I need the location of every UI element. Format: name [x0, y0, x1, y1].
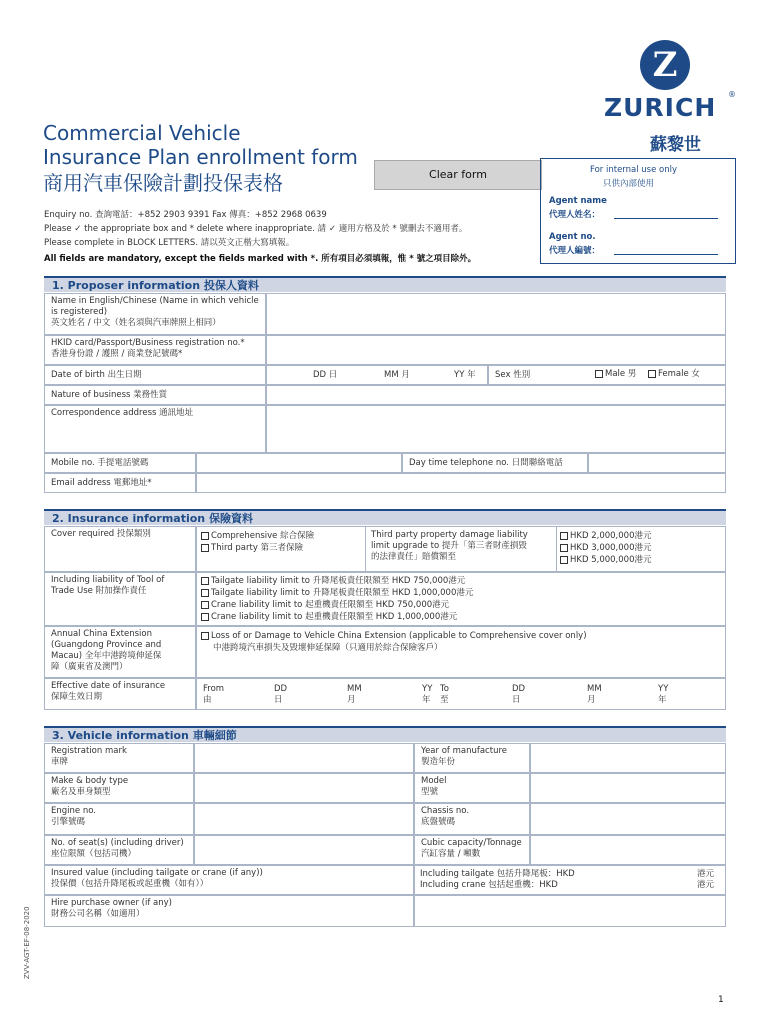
- crane-1m-checkbox[interactable]: [201, 613, 209, 621]
- zurich-logo-icon: Z: [640, 40, 690, 90]
- address-input[interactable]: [266, 405, 726, 453]
- seats-label: No. of seat(s) (including driver) 座位限額（包括司機）: [44, 835, 194, 865]
- to-mm: MM 月: [587, 684, 602, 705]
- hkid-label: HKID card/Passport/Business registration no.* 香港身份證 / 護照 / 商業登記號碼*: [44, 335, 266, 365]
- email-input[interactable]: [196, 473, 726, 493]
- china-extension-option[interactable]: Loss of or Damage to Vehicle China Extension (applicable to Comprehensive cover only): [201, 631, 587, 642]
- internal-heading: For internal use only: [590, 165, 678, 175]
- hkid-input[interactable]: [266, 335, 726, 365]
- hkd-3m-checkbox[interactable]: [560, 544, 568, 552]
- hkd-5m-option[interactable]: HKD 5,000,000港元: [560, 555, 651, 566]
- hkd-2m-checkbox[interactable]: [560, 532, 568, 540]
- registered-mark: ®: [728, 90, 736, 99]
- year-input[interactable]: [530, 743, 726, 773]
- address-label: Correspondence address 通訊地址: [44, 405, 266, 453]
- tppd-label-l1: Third party property damage liability: [371, 530, 528, 540]
- registration-label: Registration mark 車牌: [44, 743, 194, 773]
- daytime-label: Day time telephone no. 日間聯絡電話: [402, 453, 588, 473]
- hire-purchase-input[interactable]: [414, 895, 726, 927]
- agent-name-field[interactable]: [614, 208, 718, 219]
- cubic-label: Cubic capacity/Tonnage 汽缸容量 / 噸數: [414, 835, 530, 865]
- tool-trade-label: Including liability of Tool of Trade Use 附加操作責任: [44, 572, 196, 626]
- china-extension-zh: 中港跨境汽車損失及毀壞伸延保障（只適用於綜合保險客戶）: [213, 643, 443, 653]
- registration-input[interactable]: [194, 743, 414, 773]
- insured-value-label: Insured value (including tailgate or crane (if any)) 投保價（包括升降尾板或起重機（如有））: [44, 865, 414, 895]
- block-letters-note: Please complete in BLOCK LETTERS. 請以英文正楷大寫填報。: [44, 238, 295, 248]
- male-option[interactable]: Male 男: [595, 369, 636, 380]
- daytime-input[interactable]: [588, 453, 726, 473]
- third-party-checkbox[interactable]: [201, 544, 209, 552]
- female-option[interactable]: Female 女: [648, 369, 700, 380]
- year-label: Year of manufacture 製造年份: [414, 743, 530, 773]
- china-extension-checkbox[interactable]: [201, 632, 209, 640]
- page-title-zh: 商用汽車保險計劃投保表格: [43, 171, 283, 195]
- dob-yy: YY 年: [454, 370, 476, 380]
- model-label: Model 型號: [414, 773, 530, 803]
- agent-no-field[interactable]: [614, 244, 718, 255]
- agent-name-label: Agent name: [549, 196, 607, 206]
- dob-label: Date of birth 出生日期: [44, 365, 266, 385]
- tailgate-750k-checkbox[interactable]: [201, 577, 209, 585]
- cubic-input[interactable]: [530, 835, 726, 865]
- sex-label: Sex 性別: [495, 370, 531, 380]
- tailgate-750k-option[interactable]: Tailgate liability limit to 升降尾板責任限額至 HKD 750,000港元: [201, 576, 465, 587]
- comprehensive-checkbox[interactable]: [201, 532, 209, 540]
- chassis-input[interactable]: [530, 803, 726, 835]
- mobile-input[interactable]: [196, 453, 402, 473]
- crane-1m-option[interactable]: Crane liability limit to 起重機責任限額至 HKD 1,000,000港元: [201, 612, 457, 623]
- tppd-label-l3: 的法律責任」賠償額至: [371, 552, 457, 562]
- dob-dd: DD 日: [313, 370, 338, 380]
- brand-name: ZURICH: [604, 93, 717, 122]
- engine-label: Engine no. 引擎號碼: [44, 803, 194, 835]
- from-mm: MM 月: [347, 684, 362, 705]
- male-checkbox[interactable]: [595, 370, 603, 378]
- tick-note: Please ✓ the appropriate box and * delete where inappropriate. 請 ✓ 適用方格及於 * 號刪去不適用者。: [44, 224, 468, 234]
- form-code: ZVV-AGT-EF-08-2020: [23, 906, 31, 979]
- agent-name-label-zh: 代理人姓名：: [549, 210, 601, 220]
- mobile-label: Mobile no. 手提電話號碼: [44, 453, 196, 473]
- hkd-2m-option[interactable]: HKD 2,000,000港元: [560, 531, 651, 542]
- engine-input[interactable]: [194, 803, 414, 835]
- agent-no-label-zh: 代理人編號：: [549, 246, 601, 256]
- including-tailgate-label: Including tailgate 包括升降尾板：HKD: [420, 869, 575, 879]
- tailgate-unit: 港元: [697, 869, 715, 879]
- make-input[interactable]: [194, 773, 414, 803]
- mandatory-note: All fields are mandatory, except the fields marked with *. 所有項目必須填報，惟 * 號之項目除外。: [44, 254, 477, 264]
- name-label: Name in English/Chinese (Name in which vehicle is registered) 英文姓名 / 中文（姓名須與汽車牌照上相同）: [44, 293, 266, 335]
- clear-form-button[interactable]: Clear form: [374, 160, 542, 190]
- page-title-line1: Commercial Vehicle: [43, 121, 241, 145]
- tppd-label-l2: limit upgrade to 提升「第三者財產損毀: [371, 541, 527, 551]
- to-label: To 至: [440, 684, 449, 705]
- name-input[interactable]: [266, 293, 726, 335]
- seats-input[interactable]: [194, 835, 414, 865]
- tailgate-1m-option[interactable]: Tailgate liability limit to 升降尾板責任限額至 HKD 1,000,000港元: [201, 588, 473, 599]
- crane-unit: 港元: [697, 880, 715, 890]
- tailgate-1m-checkbox[interactable]: [201, 589, 209, 597]
- china-extension-label: Annual China Extension (Guangdong Province and Macau) 全年中港跨境伸延保 障（廣東省及澳門）: [44, 626, 196, 678]
- page-title-line2: Insurance Plan enrollment form: [43, 145, 358, 169]
- third-party-option[interactable]: Third party 第三者保險: [201, 543, 303, 554]
- to-dd: DD 日: [512, 684, 526, 705]
- section3-heading: 3. Vehicle information 車輛細節: [44, 726, 726, 742]
- make-label: Make & body type 廠名及車身類型: [44, 773, 194, 803]
- crane-750k-option[interactable]: Crane liability limit to 起重機責任限額至 HKD 750,000港元: [201, 600, 449, 611]
- dob-mm: MM 月: [384, 370, 410, 380]
- chassis-label: Chassis no. 底盤號碼: [414, 803, 530, 835]
- enquiry-text: Enquiry no. 查詢電話：+852 2903 9391 Fax 傳真：+852 2968 0639: [44, 210, 327, 220]
- section2-heading: 2. Insurance information 保險資料: [44, 509, 726, 525]
- business-input[interactable]: [266, 385, 726, 405]
- brand-name-zh: 蘇黎世: [650, 135, 701, 155]
- agent-no-label: Agent no.: [549, 232, 596, 242]
- hkd-5m-checkbox[interactable]: [560, 556, 568, 564]
- cover-label: Cover required 投保類別: [44, 526, 196, 572]
- page-number: 1: [718, 995, 724, 1005]
- from-yy: YY 年: [422, 684, 433, 705]
- comprehensive-option[interactable]: Comprehensive 綜合保險: [201, 531, 314, 542]
- to-yy: YY 年: [658, 684, 669, 705]
- email-label: Email address 電郵地址*: [44, 473, 196, 493]
- including-crane-label: Including crane 包括起重機：HKD: [420, 880, 558, 890]
- hkd-3m-option[interactable]: HKD 3,000,000港元: [560, 543, 651, 554]
- business-label: Nature of business 業務性質: [44, 385, 266, 405]
- female-checkbox[interactable]: [648, 370, 656, 378]
- from-label: From 由: [203, 684, 225, 705]
- model-input[interactable]: [530, 773, 726, 803]
- section1-heading: 1. Proposer information 投保人資料: [44, 276, 726, 292]
- hire-purchase-label: Hire purchase owner (if any) 財務公司名稱（如適用）: [44, 895, 414, 927]
- from-dd: DD 日: [274, 684, 288, 705]
- effective-date-label: Effective date of insurance 保障生效日期: [44, 678, 196, 710]
- internal-heading-zh: 只供內部使用: [603, 179, 655, 189]
- crane-750k-checkbox[interactable]: [201, 601, 209, 609]
